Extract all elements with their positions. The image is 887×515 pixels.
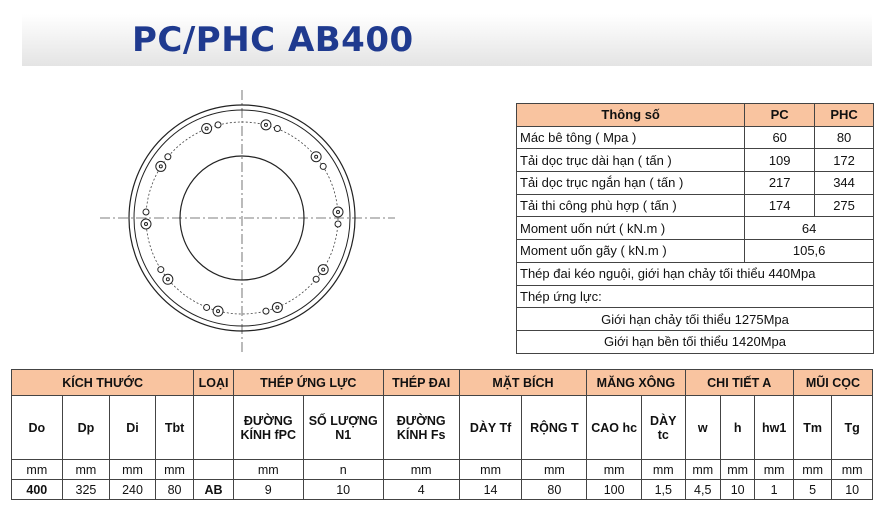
spec-row	[517, 240, 874, 263]
spec-label: Tải dọc trục dài hạn ( tấn )	[517, 149, 745, 172]
unit-cell: mm	[62, 460, 110, 480]
unit-cell	[194, 460, 234, 480]
unit-cell: mm	[793, 460, 831, 480]
unit-cell: mm	[587, 460, 642, 480]
subheader-cell: SỐ LƯỢNG N1	[303, 396, 383, 460]
spec-pc-value: 217	[745, 172, 815, 195]
group-prestress-steel: THÉP ỨNG LỰC	[233, 370, 383, 396]
unit-cell: mm	[155, 460, 193, 480]
spec-row	[517, 308, 874, 331]
spec-tensile-limit: Giới hạn bền tối thiểu 1420Mpa	[517, 330, 874, 353]
spec-row	[517, 172, 874, 195]
subheader-cell: Tbt	[155, 396, 193, 460]
anchor-hole	[263, 302, 282, 314]
spec-label: Moment uốn nứt ( kN.m )	[517, 217, 745, 240]
spec-phc-value: 172	[815, 149, 874, 172]
spec-steel-prestress: Thép ứng lực:	[517, 285, 874, 308]
subheader-cell: DÀY Tf	[459, 396, 522, 460]
page-title: PC/PHC AB400	[132, 20, 414, 60]
spec-row	[517, 262, 874, 285]
spec-row	[517, 285, 874, 308]
subheader-cell	[194, 396, 234, 460]
spec-row	[517, 194, 874, 217]
value-cell: AB	[194, 480, 234, 500]
group-sleeve: MĂNG XÔNG	[587, 370, 685, 396]
value-cell: 14	[459, 480, 522, 500]
spec-pc-value: 109	[745, 149, 815, 172]
subheader-cell: DÀY tc	[641, 396, 685, 460]
unit-cell: n	[303, 460, 383, 480]
subheader-cell: ĐƯỜNG KÍNH fPC	[233, 396, 303, 460]
value-cell: 9	[233, 480, 303, 500]
anchor-hole	[156, 154, 171, 172]
anchor-hole	[158, 267, 173, 285]
value-cell: 325	[62, 480, 110, 500]
anchor-hole	[204, 304, 223, 316]
spec-label: Tải dọc trục ngắn hạn ( tấn )	[517, 172, 745, 195]
anchor-hole	[202, 122, 221, 134]
spec-merged-value: 105,6	[745, 240, 874, 263]
spec-header-phc: PHC	[815, 104, 874, 127]
value-cell: 5	[793, 480, 831, 500]
unit-cell: mm	[522, 460, 587, 480]
unit-cell: mm	[720, 460, 754, 480]
spec-header-param: Thông số	[517, 104, 745, 127]
anchor-hole	[311, 152, 326, 170]
spec-pc-value: 60	[745, 126, 815, 149]
group-dimensions: KÍCH THƯỚC	[12, 370, 194, 396]
dimensions-table	[11, 369, 873, 500]
unit-cell: mm	[383, 460, 459, 480]
spec-header-pc: PC	[745, 104, 815, 127]
unit-cell: mm	[233, 460, 303, 480]
spec-label: Tải thi công phù hợp ( tấn )	[517, 194, 745, 217]
spec-pc-value: 174	[745, 194, 815, 217]
value-cell: 80	[522, 480, 587, 500]
value-cell: 1	[755, 480, 793, 500]
unit-cell: mm	[12, 460, 63, 480]
subheader-cell: Do	[12, 396, 63, 460]
subheader-cell: hw1	[755, 396, 793, 460]
group-flange: MẶT BÍCH	[459, 370, 587, 396]
anchor-hole	[261, 120, 280, 132]
subheader-cell: h	[720, 396, 754, 460]
value-cell: 80	[155, 480, 193, 500]
subheader-cell: Dp	[62, 396, 110, 460]
spec-phc-value: 80	[815, 126, 874, 149]
spec-row	[517, 217, 874, 240]
spec-row	[517, 330, 874, 353]
anchor-hole	[333, 207, 343, 227]
spec-yield-limit: Giới hạn chảy tối thiểu 1275Mpa	[517, 308, 874, 331]
value-cell: 400	[12, 480, 63, 500]
subheader-cell: ĐƯỜNG KÍNH Fs	[383, 396, 459, 460]
unit-cell: mm	[685, 460, 720, 480]
value-cell: 1,5	[641, 480, 685, 500]
subheader-cell: CAO hc	[587, 396, 642, 460]
unit-cell: mm	[110, 460, 156, 480]
anchor-hole	[141, 209, 151, 229]
spec-label: Moment uốn gãy ( kN.m )	[517, 240, 745, 263]
units-row	[12, 460, 873, 480]
anchor-hole	[313, 265, 328, 283]
spec-header-row	[517, 104, 874, 127]
group-header-row	[12, 370, 873, 396]
spec-row	[517, 126, 874, 149]
spec-table	[516, 103, 874, 354]
value-cell: 4,5	[685, 480, 720, 500]
subheader-cell: RỘNG T	[522, 396, 587, 460]
title-bar	[22, 14, 872, 66]
spec-steel-hoop: Thép đai kéo nguội, giới hạn chảy tối thiểu 440Mpa	[517, 262, 874, 285]
spec-row	[517, 149, 874, 172]
group-pile-tip: MŨI CỌC	[793, 370, 872, 396]
unit-cell: mm	[832, 460, 873, 480]
value-cell: 10	[303, 480, 383, 500]
spec-phc-value: 344	[815, 172, 874, 195]
unit-cell: mm	[459, 460, 522, 480]
group-detail-a: CHI TIẾT A	[685, 370, 793, 396]
spec-merged-value: 64	[745, 217, 874, 240]
unit-cell: mm	[641, 460, 685, 480]
group-type: LOẠI	[194, 370, 234, 396]
value-cell: 4	[383, 480, 459, 500]
subheader-cell: Tm	[793, 396, 831, 460]
spec-label: Mác bê tông ( Mpa )	[517, 126, 745, 149]
value-cell: 100	[587, 480, 642, 500]
value-cell: 10	[720, 480, 754, 500]
value-cell: 240	[110, 480, 156, 500]
group-hoop-steel: THÉP ĐAI	[383, 370, 459, 396]
value-cell: 10	[832, 480, 873, 500]
subheader-cell: Di	[110, 396, 156, 460]
spec-phc-value: 275	[815, 194, 874, 217]
subheader-cell: w	[685, 396, 720, 460]
pile-cross-section-drawing	[95, 90, 395, 355]
unit-cell: mm	[755, 460, 793, 480]
subheader-row	[12, 396, 873, 460]
values-row	[12, 480, 873, 500]
subheader-cell: Tg	[832, 396, 873, 460]
